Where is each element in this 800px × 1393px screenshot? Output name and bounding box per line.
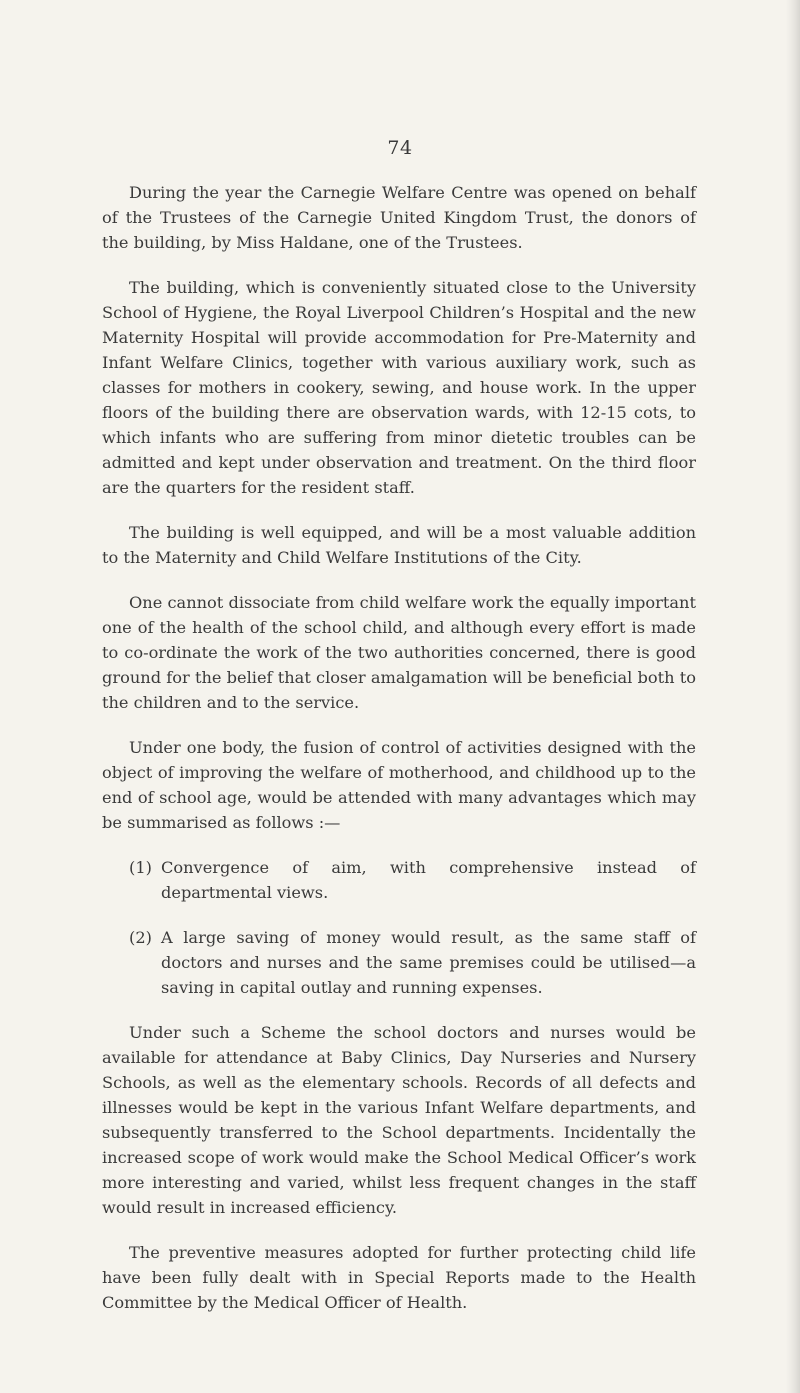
paragraph-preventive-measures: The preventive measures adopted for further protecting child life have been fully dealt with in Special Reports made to the Health Committee by the Medical Officer of Health. bbox=[102, 1243, 696, 1312]
paragraph-carnegie-opening: During the year the Carnegie Welfare Centre was opened on behalf of the Trustees of the Carnegie United Kingdom Trust, the donors of the building, by Miss Haldane, one of the Trustees. bbox=[102, 183, 696, 252]
paragraph-fusion-of-control: Under one body, the fusion of control of activities designed with the object of improving the welfare of motherhood, and childhood up to the end of school age, would be attended with many advantages which may be summarised as follows :— bbox=[102, 738, 696, 832]
body-text bbox=[102, 180, 696, 1335]
page-edge-shadow bbox=[786, 0, 800, 1393]
list-item bbox=[102, 855, 696, 905]
list-item-number: (2) bbox=[129, 928, 152, 947]
list-item bbox=[102, 925, 696, 1000]
paragraph-building-description: The building, which is conveniently situated close to the University School of Hygiene, the Royal Liverpool Children’s Hospital and the new Maternity Hospital will provide accommodation for Pre-Maternity and Infant Welfare Clinics, together with various auxiliary work, such as classes for mothers in cookery, sewing, and house work. In the upper floors of the building there are observation wards, with 12-15 cots, to which infants who are suffering from minor dietetic troubles can be admitted and kept under observation and treatment. On the third floor are the quarters for the resident staff. bbox=[102, 278, 696, 497]
page-number: 74 bbox=[387, 137, 413, 159]
list-item-number: (1) bbox=[129, 858, 152, 877]
list-item-text: Convergence of aim, with comprehensive instead of departmental views. bbox=[161, 858, 696, 902]
list-item-text: A large saving of money would result, as the same staff of doctors and nurses and the same premises could be utilised—a saving in capital outlay and running expenses. bbox=[161, 928, 696, 997]
paragraph-school-child-health: One cannot dissociate from child welfare work the equally important one of the health of the school child, and although every effort is made to co-ordinate the work of the two authorities concerned, there is good ground for the belief that closer amalgamation will be beneficial both to the children and to the service. bbox=[102, 593, 696, 712]
paragraph-scheme-benefits: Under such a Scheme the school doctors and nurses would be available for attendance at Baby Clinics, Day Nurseries and Nursery Schools, as well as the elementary schools. Records of all defects and illnesses would be kept in the various Infant Welfare departments, and subsequently transferred to the School departments. Incidentally the increased scope of work would make the School Medical Officer’s work more interesting and varied, whilst less frequent changes in the staff would result in increased efficiency. bbox=[102, 1023, 696, 1217]
paragraph-building-equipped: The building is well equipped, and will be a most valuable addition to the Maternity and Child Welfare Institutions of the City. bbox=[102, 523, 696, 567]
